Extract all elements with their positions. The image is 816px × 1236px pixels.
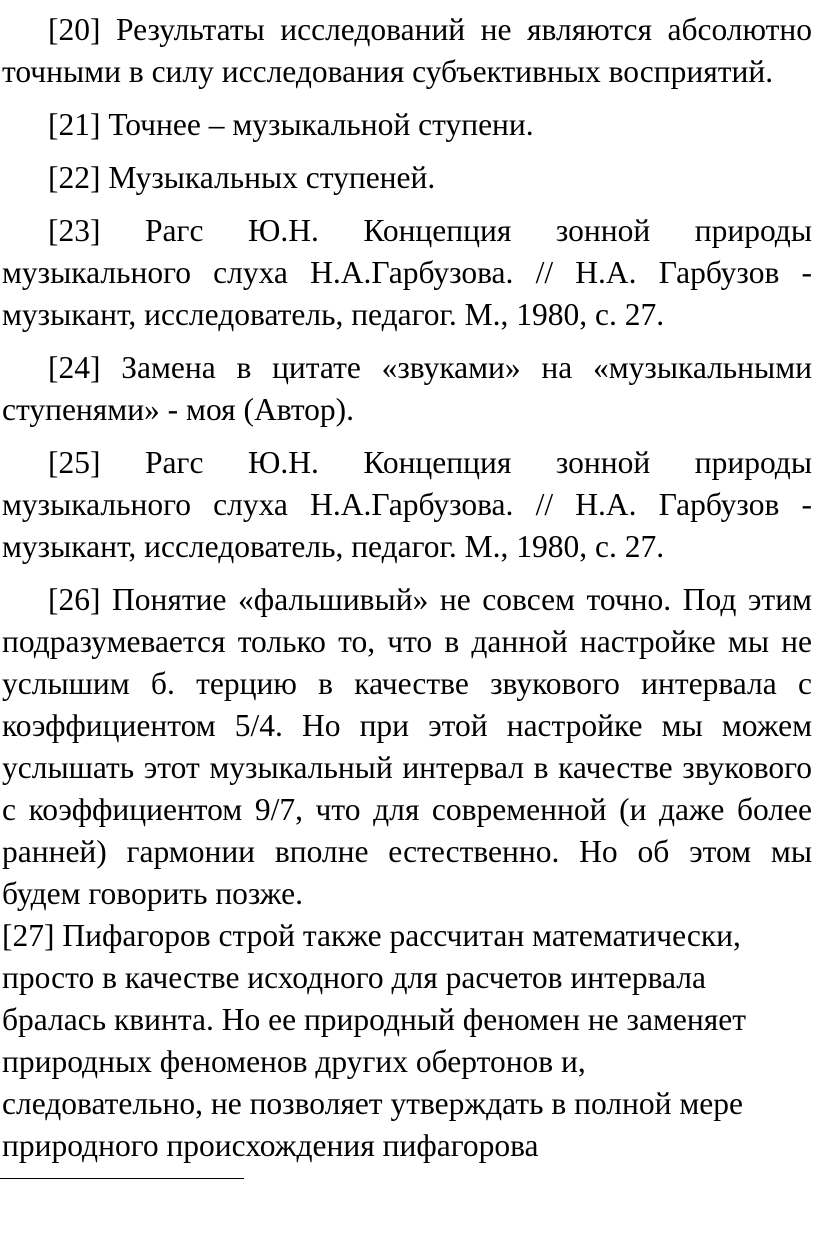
note-27 [2, 915, 812, 1167]
note-27-line: природного происхождения пифагорова [2, 1128, 539, 1163]
note-27-line: следовательно, не позволяет утверждать в полной мере [2, 1086, 743, 1121]
note-27-line: просто в качестве исходного для расчетов интервала [2, 960, 706, 995]
endnotes-block [2, 9, 812, 1167]
note-21: [21] Точнее – музыкальной ступени. [48, 107, 534, 142]
note-22: [22] Музыкальных ступеней. [48, 160, 436, 195]
note-27-line: [27] Пифагоров строй также рассчитан математически, [2, 918, 741, 953]
note-20: [20] Результаты исследований не являются абсолютно точными в силу исследования субъективных восприятий. [2, 12, 812, 89]
note-23: [23] Рагс Ю.Н. Концепция зонной природы музыкального слуха Н.А.Гарбузова. // Н.А. Гарбузов - музыкант, исследователь, педагог. М., 1980, с. 27. [2, 213, 812, 332]
note-27-line: бралась квинта. Но ее природный феномен не заменяет [2, 1002, 746, 1037]
note-25: [25] Рагс Ю.Н. Концепция зонной природы музыкального слуха Н.А.Гарбузова. // Н.А. Гарбузов - музыкант, исследователь, педагог. М., 1980, с. 27. [2, 445, 812, 564]
footnote-separator [0, 1178, 244, 1179]
note-26: [26] Понятие «фальшивый» не совсем точно. Под этим подразумевается только то, что в данной настройке мы не услышим б. терцию в качестве звукового интервала с коэффициентом 5/4. Но при этой настройке мы можем услышать этот музыкальный интервал в качестве звукового с коэффициентом 9/7, что для современной (и даже более ранней) гармонии вполне естественно. Но об этом мы будем говорить позже. [2, 582, 812, 911]
note-27-line: природных феноменов других обертонов и, [2, 1044, 586, 1079]
note-24: [24] Замена в цитате «звуками» на «музыкальными ступенями» - моя (Автор). [2, 350, 812, 427]
